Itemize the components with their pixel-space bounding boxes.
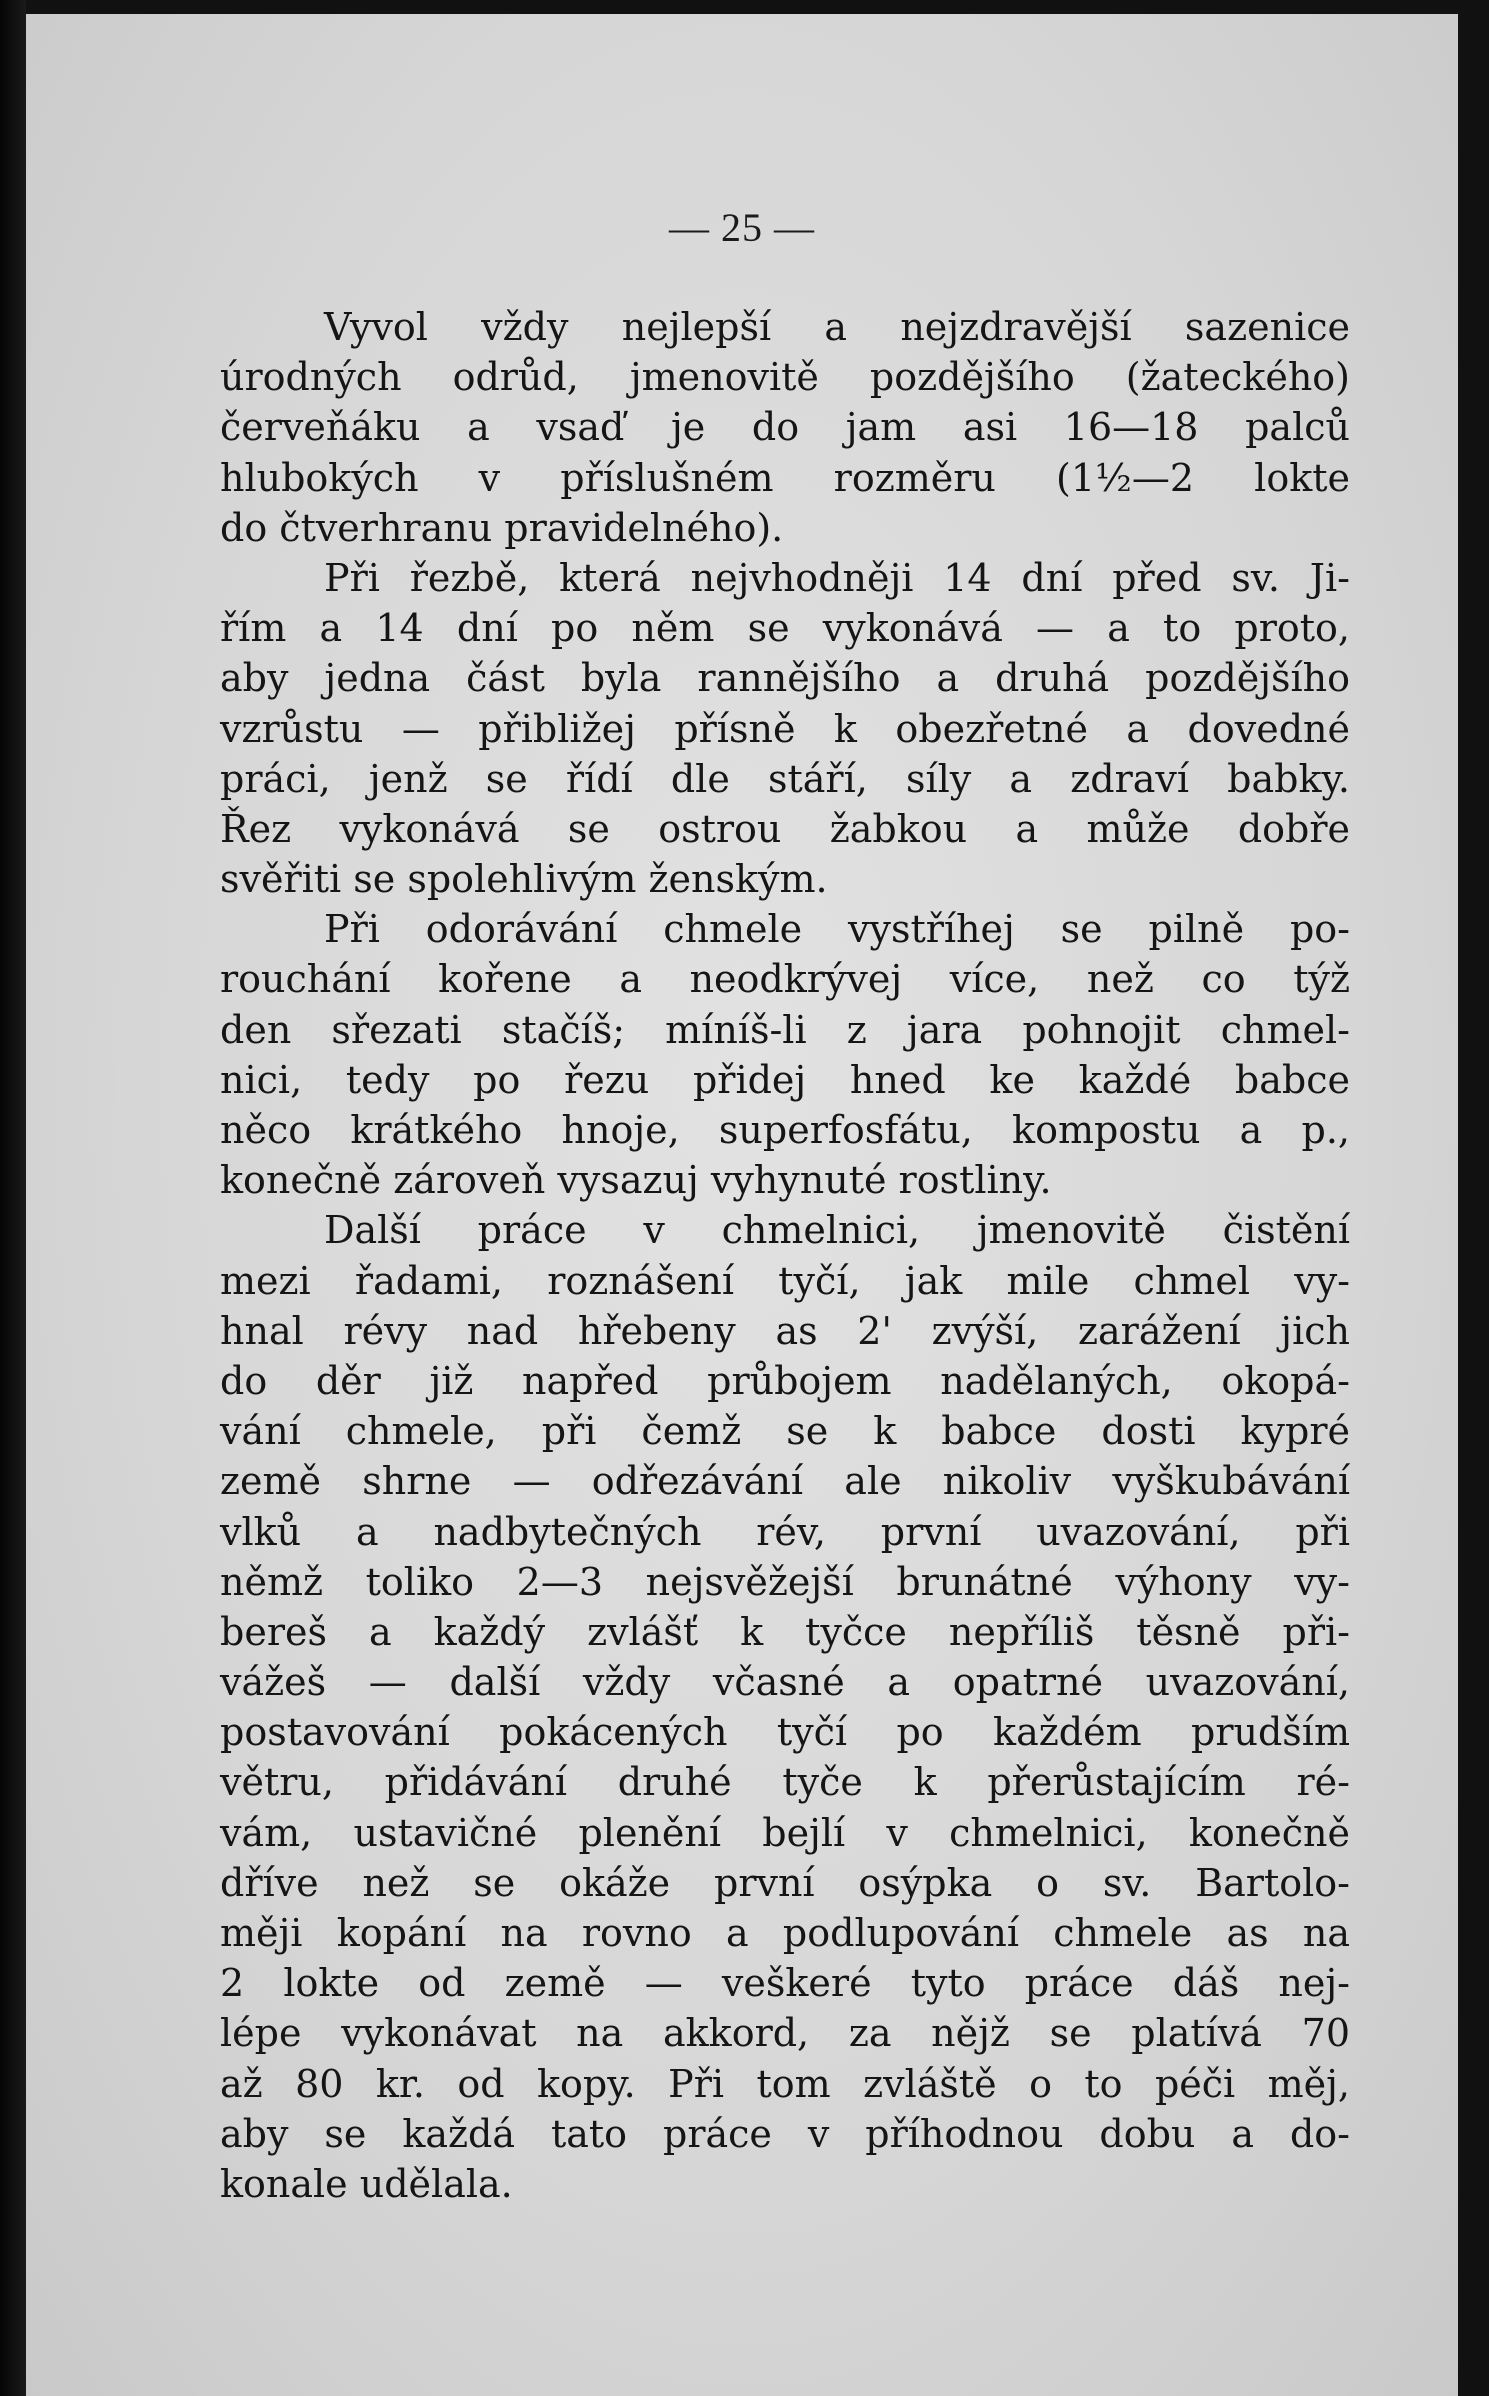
- page-number: — 25 —: [669, 205, 815, 250]
- text-line: Při odorávání chmele vystříhej se pilně po-: [324, 907, 1350, 952]
- text-line: až 80 kr. od kopy. Při tom zvláště o to péči měj,: [220, 2061, 1350, 2106]
- text-line: Při řezbě, která nejvhodněji 14 dní před sv. Ji-: [324, 555, 1350, 600]
- text-line: rouchání kořene a neodkrývej více, než co týž: [220, 957, 1350, 1002]
- text-line: bereš a každý zvlášť k tyčce nepříliš těsně při-: [220, 1609, 1350, 1654]
- text-line: do děr již napřed průbojem nadělaných, okopá-: [220, 1358, 1350, 1403]
- text-line: vám, ustavičné plenění bejlí v chmelnici, konečně: [220, 1810, 1350, 1855]
- text-line: postavování pokácených tyčí po každém prudším: [220, 1710, 1350, 1755]
- book-page: [26, 14, 1458, 2396]
- text-line: dříve než se okáže první osýpka o sv. Bartolo-: [220, 1860, 1350, 1905]
- text-line: měji kopání na rovno a podlupování chmele as na: [220, 1911, 1350, 1955]
- text-line: hlubokých v příslušném rozměru (1½—2 lokte: [220, 455, 1350, 500]
- text-line: červeňáku a vsaď je do jam asi 16—18 palců: [220, 405, 1350, 450]
- text-line: úrodných odrůd, jmenovitě pozdějšího (žateckého): [220, 355, 1350, 400]
- text-line: den sřezati stačíš; míníš-li z jara pohnojit chmel-: [220, 1007, 1350, 1052]
- text-line: Řez vykonává se ostrou žabkou a může dobře: [220, 806, 1350, 851]
- text-line: něco krátkého hnoje, superfosfátu, kompostu a p.,: [220, 1108, 1350, 1152]
- body-text: [220, 302, 1350, 2209]
- text-line: aby jedna část byla rannějšího a druhá pozdějšího: [220, 656, 1350, 701]
- text-line: mezi řadami, roznášení tyčí, jak mile chmel vy-: [220, 1258, 1350, 1303]
- text-line: aby se každá tato práce v příhodnou dobu a do-: [220, 2111, 1350, 2156]
- text-line: konečně zároveň vysazuj vyhynuté rostliny.: [220, 1158, 1052, 1203]
- text-line: práci, jenž se řídí dle stáří, síly a zdraví babky.: [220, 756, 1350, 801]
- text-line: lépe vykonávat na akkord, za nějž se platívá 70: [220, 2011, 1350, 2056]
- text-line: nici, tedy po řezu přidej hned ke každé babce: [220, 1057, 1350, 1102]
- text-line: vlků a nadbytečných rév, první uvazování, při: [220, 1509, 1350, 1554]
- text-line: vání chmele, při čemž se k babce dosti kypré: [220, 1409, 1350, 1454]
- text-line: vzrůstu — přibližej přísně k obezřetné a dovedné: [220, 706, 1350, 751]
- book-gutter-shadow: [0, 0, 26, 2396]
- text-line: země shrne — odřezávání ale nikoliv vyškubávání: [220, 1459, 1350, 1504]
- text-line: hnal révy nad hřebeny as 2' zvýší, zarážení jich: [220, 1308, 1350, 1353]
- text-line: konale udělala.: [220, 2161, 513, 2206]
- text-line: do čtverhranu pravidelného).: [220, 505, 784, 550]
- text-line: svěřiti se spolehlivým ženským.: [220, 857, 828, 902]
- text-line: němž toliko 2—3 nejsvěžejší brunátné výhony vy-: [220, 1559, 1350, 1604]
- text-line: 2 lokte od země — veškeré tyto práce dáš nej-: [220, 1961, 1350, 2006]
- text-line: řím a 14 dní po něm se vykonává — a to proto,: [220, 606, 1350, 651]
- text-line: Vyvol vždy nejlepší a nejzdravější sazenice: [324, 305, 1350, 349]
- text-line: vážeš — další vždy včasné a opatrné uvazování,: [220, 1660, 1350, 1705]
- text-line: větru, přidávání druhé tyče k přerůstajícím ré-: [220, 1760, 1350, 1805]
- text-line: Další práce v chmelnici, jmenovitě čistění: [324, 1208, 1350, 1253]
